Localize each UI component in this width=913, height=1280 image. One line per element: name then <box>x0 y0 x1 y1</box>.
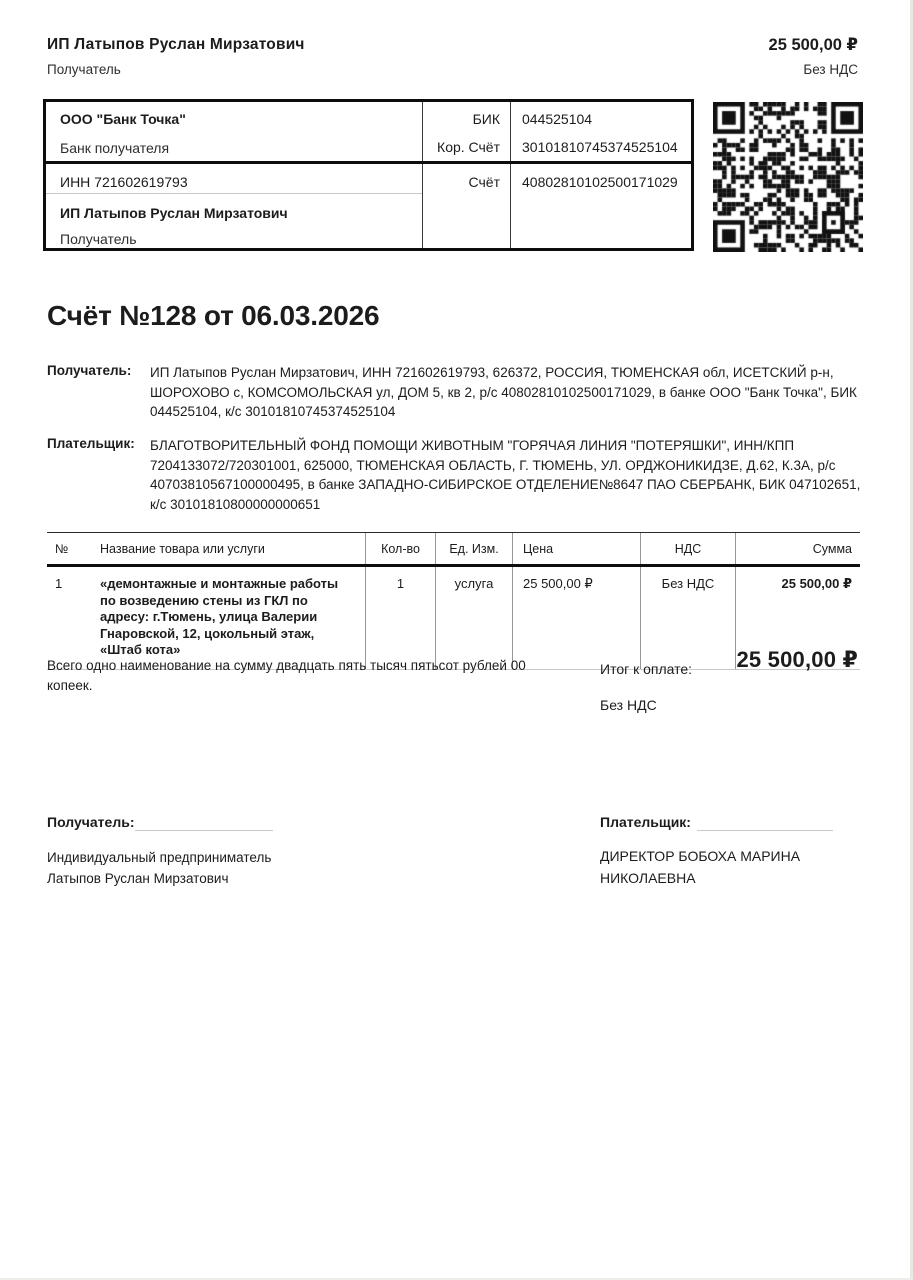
item-vat: Без НДС <box>640 567 735 669</box>
signature-recipient-name-line1: Индивидуальный предприниматель <box>47 850 272 865</box>
amount-in-words: Всего одно наименование на сумму двадцать пять тысяч пятьсот рублей 00 копеек. <box>47 658 526 693</box>
invoice-title: Счёт №128 от 06.03.2026 <box>47 300 380 331</box>
bik-label: БИК <box>472 111 500 127</box>
bank-recipient-label: Получатель <box>60 231 137 247</box>
bank-table-divider <box>510 102 511 248</box>
recipient-details-text: ИП Латыпов Руслан Мирзатович, ИНН 721602619793, 626372, РОССИЯ, ТЮМЕНСКАЯ обл, ИСЕТСКИЙ р-н, ШОРОХОВО с, КОМСОМОЛЬСКАЯ ул, ДОМ 5, кв 2, р/с 40802810102500171029, в банке ООО "Банк Точка", БИК 044525104, к/с 30101810745374525104 <box>150 365 857 419</box>
item-unit: услуга <box>435 567 512 669</box>
payer-label: Плательщик: <box>47 436 135 451</box>
header-vat-note: Без НДС <box>803 62 858 77</box>
account-value: 40802810102500171029 <box>522 174 678 190</box>
account-holder-name: ИП Латыпов Руслан Мирзатович <box>47 36 305 53</box>
item-price: 25 500,00 ₽ <box>512 567 640 669</box>
col-price: Цена <box>512 533 640 564</box>
inn-value: ИНН 721602619793 <box>60 174 188 190</box>
bank-recipient-name: ИП Латыпов Руслан Мирзатович <box>60 205 288 221</box>
col-number: № <box>55 542 69 556</box>
signature-recipient-line <box>135 830 273 831</box>
item-total: 25 500,00 ₽ <box>735 567 860 669</box>
bank-table-row-divider <box>46 161 691 164</box>
corr-account-label: Кор. Счёт <box>437 139 500 155</box>
signature-recipient-name <box>47 847 271 889</box>
signature-payer-name-line2: НИКОЛАЕВНА <box>600 870 696 886</box>
col-unit: Ед. Изм. <box>435 533 512 564</box>
bank-table-thin-divider <box>46 193 422 194</box>
signature-recipient-label: Получатель: <box>47 814 135 830</box>
total-vat-note: Без НДС <box>600 697 657 713</box>
col-total: Сумма <box>735 533 860 564</box>
signature-payer-line <box>697 830 833 831</box>
bank-name: ООО "Банк Точка" <box>60 111 186 127</box>
payer-details-row <box>47 436 865 514</box>
corr-account-value: 30101810745374525104 <box>522 139 678 155</box>
item-name: «демонтажные и монтажные работы по возведению стены из ГКЛ по адресу: г.Тюмень, улица Валерии Гнаровской, 12, цокольный этаж, «Штаб кота» <box>100 576 339 657</box>
item-quantity: 1 <box>365 567 435 669</box>
bank-name-label: Банк получателя <box>60 140 170 156</box>
signature-payer-name <box>600 845 800 889</box>
recipient-details-row <box>47 363 865 422</box>
header-total-amount: 25 500,00 ₽ <box>768 36 858 54</box>
col-vat: НДС <box>640 533 735 564</box>
payment-qr-code <box>713 102 863 252</box>
bik-value: 044525104 <box>522 111 593 127</box>
total-due-value: 25 500,00 ₽ <box>736 647 858 672</box>
signature-payer-label: Плательщик: <box>600 814 691 830</box>
recipient-label: Получатель: <box>47 363 132 378</box>
payer-details-text: БЛАГОТВОРИТЕЛЬНЫЙ ФОНД ПОМОЩИ ЖИВОТНЫМ "ГОРЯЧАЯ ЛИНИЯ "ПОТЕРЯШКИ", ИНН/КПП 7204133072/720301001, 625000, ТЮМЕНСКАЯ ОБЛАСТЬ, Г. ТЮМЕНЬ, УЛ. ОРДЖОНИКИДЗЕ, Д.62, К.3А, р/с 40703810567100000495, в банке ЗАПАДНО-СИБИРСКОЕ ОТДЕЛЕНИЕ№8647 ПАО СБЕРБАНК, БИК 047102651, к/с 30101810800000000651 <box>150 438 861 512</box>
account-holder-role: Получатель <box>47 62 121 77</box>
account-label: Счёт <box>468 174 500 190</box>
col-quantity: Кол-во <box>365 533 435 564</box>
item-number: 1 <box>55 576 63 591</box>
col-item-name: Название товара или услуги <box>100 542 265 556</box>
bank-details-table <box>43 99 694 251</box>
signature-payer-name-line1: ДИРЕКТОР БОБОХА МАРИНА <box>600 848 801 864</box>
items-table-header <box>47 532 860 567</box>
signature-recipient-name-line2: Латыпов Руслан Мирзатович <box>47 871 229 886</box>
total-due-label: Итог к оплате: <box>600 661 693 677</box>
